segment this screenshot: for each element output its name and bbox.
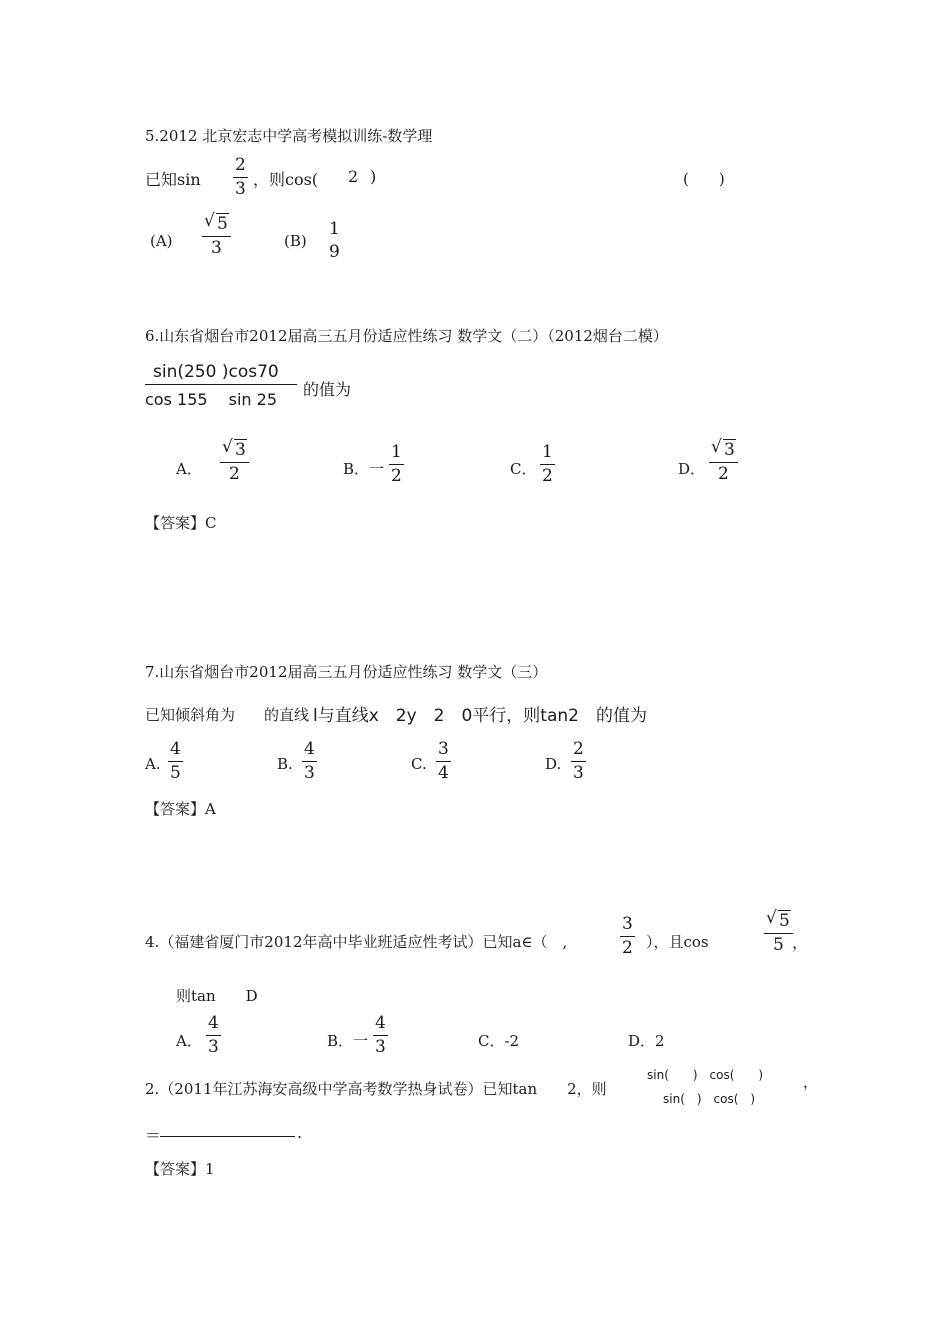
q2-tail-comma: ， bbox=[803, 1073, 819, 1091]
q6-optB-frac: 1 2 bbox=[391, 442, 402, 487]
q5-optA-frac: √ 5 3 bbox=[202, 214, 231, 260]
q2-answer-blank[interactable] bbox=[160, 1120, 295, 1137]
q2-stem: 2.（2011年江苏海安高级中学高考数学热身试卷）已知tan 2，则 bbox=[145, 1080, 607, 1098]
q6-optC-frac: 1 2 bbox=[542, 442, 553, 487]
q6-title: 6.山东省烟台市2012届高三五月份适应性练习 数学文（二）（2012烟台二模） bbox=[145, 327, 668, 345]
q4-comma: ， bbox=[792, 933, 809, 952]
q6-optC-label: C． bbox=[510, 460, 537, 478]
q4-sqrt-frac: √ 5 5 bbox=[764, 911, 793, 957]
q4-stem2: ），且cos bbox=[646, 933, 709, 951]
q6-optD-frac: √ 3 2 bbox=[709, 440, 738, 486]
q7-optC-frac: 3 4 bbox=[438, 739, 449, 784]
q2-frac-num: sin( ) cos( ) bbox=[647, 1068, 764, 1082]
q7-optA-frac: 4 5 bbox=[170, 739, 181, 784]
q7-optC-label: C. bbox=[411, 755, 427, 773]
q7-stem-b: 的直线 bbox=[264, 706, 310, 724]
q6-expression: sin(250 )cos70 cos 155 sin 25 bbox=[145, 362, 297, 410]
q4-optC: C．-2 bbox=[478, 1032, 520, 1050]
q7-answer: 【答案】A bbox=[145, 800, 216, 818]
q5-two: 2 bbox=[348, 167, 359, 186]
q5-then: ，则cos( bbox=[253, 170, 319, 189]
q7-stem-a: 已知倾斜角为 bbox=[145, 706, 236, 724]
q4-frac: 3 2 bbox=[622, 914, 633, 959]
q4-optA-label: A． bbox=[176, 1032, 202, 1050]
q2-frac-bar bbox=[645, 1085, 785, 1086]
q5-answer-paren: ( ) bbox=[683, 170, 725, 188]
q4-stem: 4.（福建省厦门市2012年高中毕业班适应性考试）已知a∈（ , bbox=[145, 933, 568, 951]
q2-frac-den: sin( ) cos( ) bbox=[663, 1092, 756, 1106]
q4-optB-label: B．一 bbox=[327, 1032, 369, 1050]
q7-optB-label: B. bbox=[277, 755, 293, 773]
q6-tail: 的值为 bbox=[303, 380, 352, 399]
q6-optB-label: B．一 bbox=[343, 460, 385, 478]
q7-optD-label: D. bbox=[545, 755, 562, 773]
q7-stem-c: l与直线x 2y 2 0平行，则tan2 的值为 bbox=[313, 706, 647, 726]
q6-optA-frac: √ 3 2 bbox=[220, 440, 249, 486]
q7-optA-label: A. bbox=[145, 755, 161, 773]
q2-eq: ＝ bbox=[145, 1126, 162, 1145]
q5-close: ) bbox=[370, 167, 377, 186]
q5-optB-frac: 1 9 bbox=[329, 219, 340, 263]
q2-period: . bbox=[297, 1123, 303, 1142]
q5-optB-label: (B) bbox=[284, 232, 307, 250]
q7-optD-frac: 2 3 bbox=[573, 739, 584, 784]
q7-optB-frac: 4 3 bbox=[304, 739, 315, 784]
q5-title: 5.2012 北京宏志中学高考模拟训练-数学理 bbox=[145, 127, 433, 145]
q4-optB-frac: 4 3 bbox=[375, 1013, 386, 1058]
q5-frac: 2 3 bbox=[235, 155, 246, 200]
q4-line2: 则tan D bbox=[176, 987, 258, 1005]
q6-optD-label: D． bbox=[678, 460, 706, 478]
q5-lead: 已知sin bbox=[145, 170, 201, 189]
q5-optA-label: (A) bbox=[150, 232, 173, 250]
q4-optD: D．2 bbox=[628, 1032, 665, 1050]
q2-answer: 【答案】1 bbox=[145, 1160, 215, 1178]
q7-title: 7.山东省烟台市2012届高三五月份适应性练习 数学文（三） bbox=[145, 663, 548, 681]
q4-optA-frac: 4 3 bbox=[208, 1013, 219, 1058]
q6-answer: 【答案】C bbox=[145, 514, 217, 532]
q6-optA-label: A． bbox=[176, 460, 202, 478]
